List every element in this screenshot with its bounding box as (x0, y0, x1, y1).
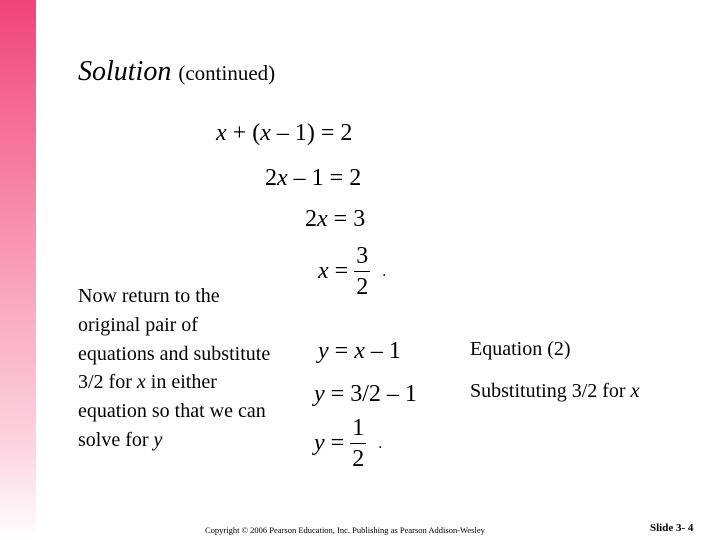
eq4-equals: = (334, 258, 349, 284)
eq4-period: . (382, 262, 387, 280)
para-part1: Now return to the original pair of equations and substitute 3/2 for (78, 285, 271, 394)
fraction-bar (350, 443, 366, 444)
eq5-x: x (354, 338, 365, 364)
fraction-bar (354, 271, 370, 272)
eq2-coef: 2 (265, 165, 277, 191)
eq1-x: x (216, 120, 227, 146)
equation-line-6 (314, 381, 417, 408)
eq5-equals: = (334, 338, 349, 364)
copyright-footer: Copyright © 2006 Pearson Education, Inc. Publishing as Pearson Addison-Wesley (205, 525, 485, 535)
para-part2: in either equation so that we can solve for (78, 371, 266, 451)
note-subst-var: x (630, 380, 640, 402)
equation-line-1 (216, 120, 352, 147)
equation-line-4 (318, 244, 386, 299)
slide-number: Slide 3- 4 (650, 522, 694, 534)
note-equation-2: Equation (2) (470, 338, 571, 360)
fraction-one-half (350, 416, 366, 471)
instruction-paragraph (78, 282, 278, 455)
eq5-y: y (318, 338, 329, 364)
fraction-numerator: 1 (352, 415, 365, 441)
note-substituting (470, 380, 639, 403)
note-subst-text: Substituting 3/2 for (470, 380, 626, 402)
side-gradient-bar (0, 0, 36, 540)
eq1-x2: x (260, 120, 271, 146)
fraction-denominator: 2 (356, 274, 369, 300)
title-lead: Solution (78, 56, 172, 87)
eq4-lhs: x (318, 258, 329, 284)
eq3-coef: 2 (305, 206, 317, 232)
eq3-x: x (317, 206, 328, 232)
eq2-rest: – 1 = 2 (293, 165, 362, 191)
eq6-y: y (314, 381, 325, 407)
equation-line-5 (318, 338, 401, 365)
equation-line-7 (314, 416, 382, 471)
eq5-minus: – 1 (370, 338, 401, 364)
fraction-denominator: 2 (352, 446, 365, 472)
eq1-op: + ( (232, 120, 261, 146)
fraction-numerator: 3 (356, 243, 369, 269)
eq7-lhs: y (314, 430, 325, 456)
slide-title (78, 56, 275, 88)
eq3-rest: = 3 (333, 206, 366, 232)
eq7-period: . (378, 434, 383, 452)
eq6-rest: = 3/2 – 1 (330, 381, 417, 407)
eq7-equals: = (330, 430, 345, 456)
eq2-x: x (277, 165, 288, 191)
eq1-rest: – 1) = 2 (276, 120, 353, 146)
para-var-y: y (153, 428, 163, 451)
title-rest: (continued) (178, 61, 276, 85)
para-var-x: x (136, 371, 146, 394)
equation-line-3 (305, 206, 365, 233)
equation-line-2 (265, 165, 361, 192)
fraction-three-halves (354, 244, 370, 299)
